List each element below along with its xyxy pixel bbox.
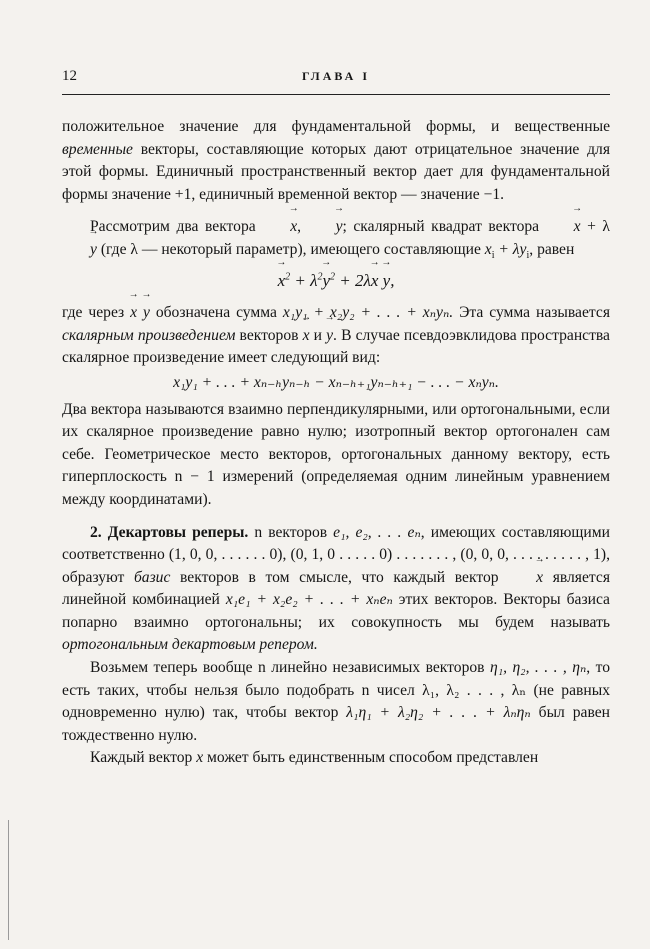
section-heading: 2. Декартовы реперы.	[90, 523, 249, 541]
formula-pseudo-euclidean: x₁y₁ + . . . + xₙ₋ₕyₙ₋ₕ − xₙ₋ₕ₊₁yₙ₋ₕ₊₁ − . . . − xₙyₙ.	[173, 373, 499, 391]
emphasis-basis: базис	[133, 568, 171, 586]
linear-combination: x₁e₁ + x₂e₂ + . . . + xₙeₙ	[225, 591, 393, 609]
paragraph-1: положительное значение для фундаментальной формы, и вещественные временные векторы, составляющие которых дают отрицательное значение для этой формы. Единичный пространственный вектор дает для фундаментальной формы значение +1, единичный временной вектор — значение −1.	[62, 118, 610, 203]
paragraph-3: где через → x → y обозначена сумма x₁y₁ + x₂y₂ + . . . + xₙyₙ. Эта сумма называется скалярным произведением векторов → x и → y. В случае псевдоэвклидова пространства скалярное произведение имеет следующий вид:	[62, 302, 610, 370]
sum-expression: x₁y₁ + x₂y₂ + . . . + xₙyₙ.	[282, 304, 454, 322]
basis-vectors: e₁, e₂, . . . eₙ	[333, 523, 421, 541]
binding-edge-mark	[8, 820, 9, 940]
paragraph-5: 2. Декартовы реперы. n векторов e₁, e₂, . . . eₙ, имеющих составляющими соответственно (1, 0, 0, . . . . . . 0), (0, 1, 0 . . . . . 0) . . . . . . . , (0, 0, 0, . . . . . . . . . , 1), образуют базис векторов в том смысле, что каждый вектор → x является линейной комбинацией x₁e₁ + x₂e₂ + . . . + xₙeₙ этих векторов. Векторы базиса попарно взаимно ортогональны; их совокупность мы будем называть ортогональным декартовым репером.	[62, 522, 610, 658]
page-body	[62, 116, 610, 770]
vector-y: → y	[62, 239, 97, 262]
chapter-title: ГЛАВА I	[301, 69, 370, 83]
paragraph-4: Два вектора называются взаимно перпендикулярными, или ортогональными, если их скалярное произведение равно нулю; изотропный вектор ортогонален сам себе. Геометрическое место векторов, ортогональных данному вектору, есть гиперплоскость n − 1 измерений (определяемая одним линейным уравнением между координатами).	[62, 400, 610, 508]
page-header	[62, 68, 610, 90]
paragraph-2: Рассмотрим два вектора → x, → y; скалярный квадрат вектора → x + λ→ y (где λ — некоторый параметр), имеющего составляющие $x_i + \lambda y_i$, равен	[62, 216, 610, 261]
emphasis-cartesian-frame: ортогональным декартовым репером.	[62, 636, 318, 654]
page-number: 12	[62, 68, 77, 84]
vector-y: → y	[308, 216, 343, 239]
emphasis-scalar-product: скалярным произведением	[62, 326, 236, 344]
paragraph-7: Каждый вектор x может быть единственным способом представлен	[90, 749, 539, 767]
formula-scalar-square: → $x^2 + \lambda^2\to y^2 + 2\lambda\to x \to y$,	[62, 270, 610, 293]
vector-x: → x	[546, 216, 581, 239]
eta-combination: λ₁η₁ + λ₂η₂ + . . . + λₙηₙ	[346, 704, 531, 722]
emphasis-temporal: временные	[62, 140, 133, 158]
vector-x: → x	[262, 216, 297, 239]
paragraph-6: Возьмем теперь вообще n линейно независимых векторов η₁, η₂, . . . , ηₙ, то есть таких, чтобы нельзя было подобрать n чисел λ₁, λ₂ . . . , λₙ (не равных одновременно нулю) так, чтобы вектор λ₁η₁ + λ₂η₂ + . . . + λₙηₙ был равен тождественно нулю.	[62, 659, 611, 744]
eta-vectors: η₁, η₂, . . . , ηₙ	[489, 659, 587, 677]
header-rule	[62, 94, 610, 95]
